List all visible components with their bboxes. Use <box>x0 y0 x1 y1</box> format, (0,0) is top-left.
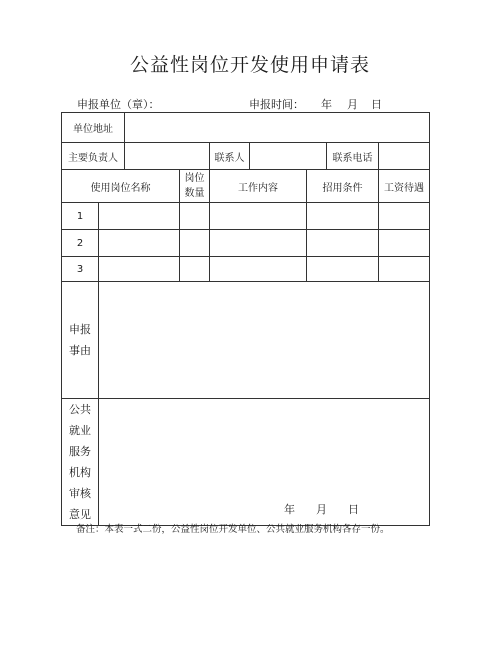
reason-label-line: 申报 <box>69 323 91 336</box>
review-date-day: 日 <box>348 503 360 516</box>
column-hiring-conditions: 招用条件 <box>307 170 379 203</box>
column-position-count-line1: 岗位 <box>184 173 205 184</box>
table-row <box>62 203 430 230</box>
work-content-cell[interactable] <box>210 203 307 230</box>
column-position-name: 使用岗位名称 <box>62 170 180 203</box>
apply-time-label: 申报时间： <box>249 98 304 111</box>
table-row <box>62 230 430 257</box>
position-count-cell[interactable] <box>180 203 210 230</box>
apply-time-year: 年 <box>321 98 332 111</box>
review-label <box>62 399 99 526</box>
row-number: 2 <box>62 230 99 257</box>
salary-cell[interactable] <box>379 203 430 230</box>
review-opinion-field[interactable] <box>99 399 430 526</box>
unit-address-label: 单位地址 <box>62 113 125 143</box>
reason-field[interactable] <box>99 282 430 399</box>
contact-field[interactable] <box>250 143 327 170</box>
reason-label <box>62 282 99 399</box>
work-content-cell[interactable] <box>210 230 307 257</box>
reason-row <box>62 282 430 399</box>
review-label-line: 就业 <box>69 424 91 437</box>
review-date-month: 月 <box>316 503 328 516</box>
unit-address-row <box>62 113 430 143</box>
column-work-content: 工作内容 <box>210 170 307 203</box>
review-label-line: 意见 <box>69 508 91 521</box>
apply-time-month: 月 <box>347 98 358 111</box>
salary-cell[interactable] <box>379 257 430 282</box>
reason-label-line: 事由 <box>69 344 91 357</box>
work-content-cell[interactable] <box>210 257 307 282</box>
review-date <box>284 501 359 517</box>
form-title: 公益性岗位开发使用申请表 <box>129 54 370 76</box>
applicant-unit-label: 申报单位（章）： <box>77 98 160 111</box>
position-name-cell[interactable] <box>99 203 180 230</box>
form-note: 备注：本表一式二份，公益性岗位开发单位、公共就业服务机构各存一份。 <box>76 524 390 535</box>
positions-header-row <box>62 170 430 203</box>
unit-address-field[interactable] <box>125 113 430 143</box>
review-row <box>62 399 430 526</box>
hiring-conditions-cell[interactable] <box>307 230 379 257</box>
review-date-year: 年 <box>284 503 296 516</box>
apply-time-day: 日 <box>371 98 382 111</box>
position-count-cell[interactable] <box>180 257 210 282</box>
position-name-cell[interactable] <box>99 230 180 257</box>
salary-cell[interactable] <box>379 230 430 257</box>
principal-field[interactable] <box>125 143 210 170</box>
position-name-cell[interactable] <box>99 257 180 282</box>
table-row <box>62 257 430 282</box>
principal-label: 主要负责人 <box>62 143 125 170</box>
column-position-count-line2: 数量 <box>184 188 205 199</box>
row-number: 1 <box>62 203 99 230</box>
application-form-table <box>61 112 430 526</box>
column-position-count <box>180 170 210 203</box>
review-label-line: 服务 <box>69 445 91 458</box>
review-label-line: 机构 <box>69 466 91 479</box>
review-label-line: 审核 <box>69 487 91 500</box>
review-label-line: 公共 <box>69 403 91 416</box>
phone-field[interactable] <box>379 143 430 170</box>
contact-label: 联系人 <box>210 143 250 170</box>
position-count-cell[interactable] <box>180 230 210 257</box>
hiring-conditions-cell[interactable] <box>307 203 379 230</box>
phone-label: 联系电话 <box>327 143 379 170</box>
row-number: 3 <box>62 257 99 282</box>
contacts-row <box>62 143 430 170</box>
column-salary: 工资待遇 <box>379 170 430 203</box>
hiring-conditions-cell[interactable] <box>307 257 379 282</box>
